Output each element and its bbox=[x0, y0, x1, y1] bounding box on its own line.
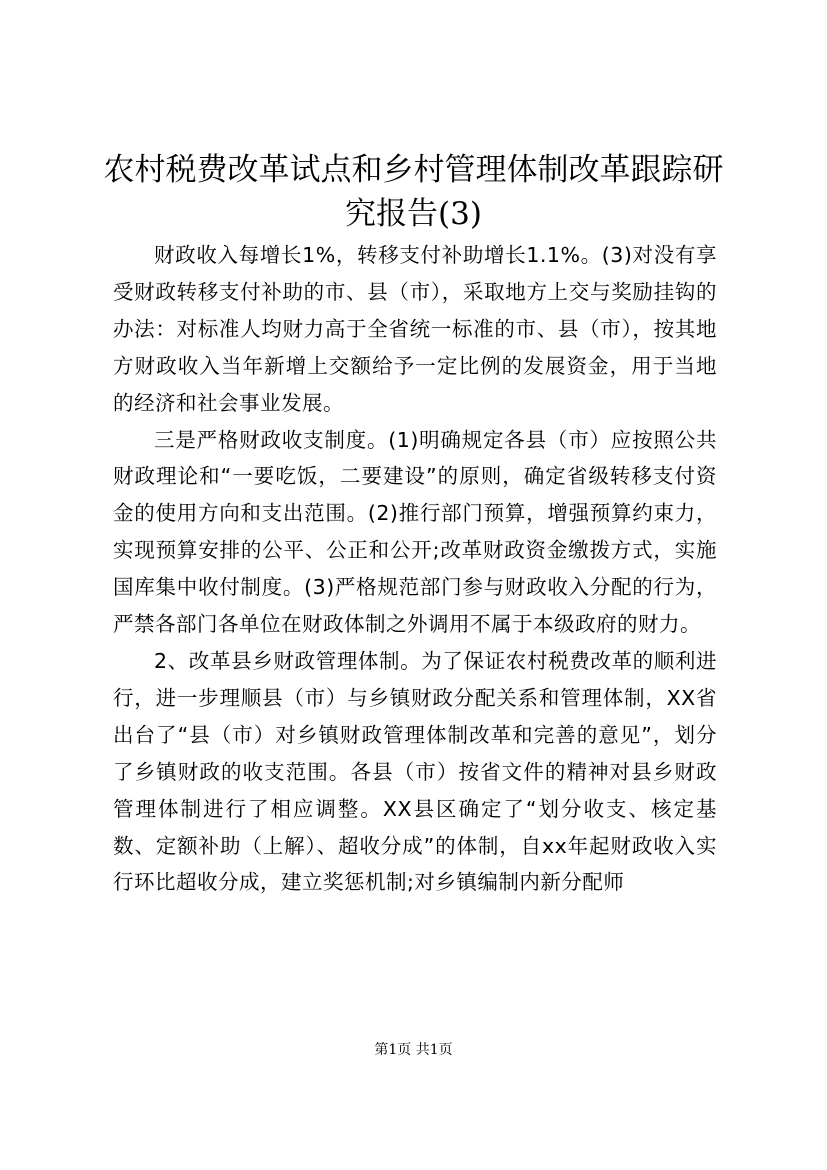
paragraph: 三是严格财政收支制度。(1)明确规定各县（市）应按照公共财政理论和“一要吃饭，二要建设”的原则，确定省级转移支付资金的使用方向和支出范围。(2)推行部门预算，增强预算约束力，实现预算安排的公平、公正和公开;改革财政资金缴拨方式，实施国库集中收付制度。(3)严格规范部门参与财政收入分配的行为，严禁各部门各单位在财政体制之外调用不属于本级政府的财力。 bbox=[113, 427, 717, 637]
page-footer: 第1页 共1页 bbox=[374, 1042, 453, 1058]
paragraph: 财政收入每增长1%，转移支付补助增长1.1%。(3)对没有享受财政转移支付补助的市、县（市），采取地方上交与奖励挂钩的办法：对标准人均财力高于全省统一标准的市、县（市），按其地方财政收入当年新增上交额给予一定比例的发展资金，用于当地的经济和社会事业发展。 bbox=[113, 243, 717, 415]
document-body bbox=[113, 237, 717, 901]
paragraph: 2、改革县乡财政管理体制。为了保证农村税费改革的顺利进行，进一步理顺县（市）与乡镇财政分配关系和管理体制，XX省出台了“县（市）对乡镇财政管理体制改革和完善的意见”，划分了乡镇财政的收支范围。各县（市）按省文件的精神对县乡财政管理体制进行了相应调整。XX县区确定了“划分收支、核定基数、定额补助（上解）、超收分成”的体制，自xx年起财政收入实行环比超收分成，建立奖惩机制;对乡镇编制内新分配师 bbox=[113, 648, 717, 895]
document-title: 农村税费改革试点和乡村管理体制改革跟踪研究报告(3) bbox=[103, 152, 724, 232]
